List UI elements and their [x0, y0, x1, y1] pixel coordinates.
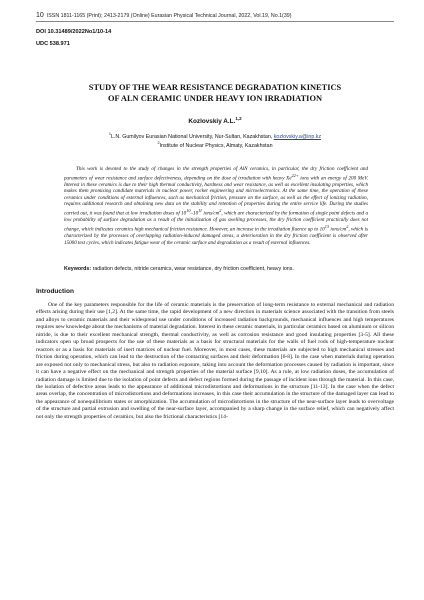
abstract-part: , which is characterized by the processes of overlapping radiation-induced damaged areas, a deterioration in the dry friction coefficient is observed after 15000 test cycles, which indicates fatigue wear of the ceramic surface and degradation as a result of external influences. [64, 226, 368, 246]
abstract-part: –10 [190, 210, 199, 217]
running-header [36, 12, 396, 19]
section-heading-introduction: Introduction [36, 288, 74, 295]
page-number: 10 [36, 12, 44, 19]
abstract-sup: 11 [198, 207, 203, 213]
keywords [64, 266, 368, 272]
affiliation-2 [36, 141, 394, 149]
journal-info: ISSN 1811-1165 (Print); 2413-2179 (Online) Eurasian Physical Technical Journal, 2022, Vol.19, No.1(39) [46, 13, 292, 19]
author-email-link[interactable]: kozlovskiy.a@inp.kz [273, 133, 322, 140]
article-title [36, 82, 394, 104]
abstract-part: ions with an energy of 200 MeV. Interest in these ceramics is due to their high thermal conductivity, hardness and wear resistance, as well as excellent insulating properties, which makes them promising candidate materials in nuclear power, rocket engineering and microelectronics. At the same time, the operation of these ceramics under conditions of external influences, such as mechanical friction, pressure on the surface, as well as the effect of ionizing radiation, requires additional research and obtaining new data on the stability and retention of properties during the entire service life. During the studies carried out, it was found that at low irradiation doses of 10 [64, 175, 369, 217]
abstract-sup: 13 [324, 223, 329, 229]
abstract-sup: 2 [219, 207, 222, 213]
abstract-part: ions/cm [202, 210, 220, 217]
keywords-list: radiation defects, nitride ceramics, wear resistance, dry friction coefficient, heavy ions. [91, 266, 294, 272]
keywords-label: Keywords: [64, 266, 92, 272]
author-name: Kozlovskiy A.L. [188, 118, 236, 126]
title-line-1: STUDY OF THE WEAR RESISTANCE DEGRADATION KINETICS [88, 83, 342, 92]
abstract [64, 166, 368, 246]
affiliation-1-text: L.N. Gumilyov Eurasian National University, Nur-Sultan, Kazakhstan, [111, 133, 274, 140]
affiliation-1-mark: 1 [108, 132, 112, 136]
udc-line: UDC 538.971 [36, 41, 70, 47]
title-line-2: OF ALN CERAMIC UNDER HEAVY ION IRRADIATION [107, 94, 323, 103]
header-divider [36, 21, 394, 22]
introduction-body: One of the key parameters responsible for the life of ceramic materials is the preservation of long-term resistance to external mechanical and radiation effects arising during their use [1,2]. At the same time, the rapid development of a new direction in materials science associated with the transition from steels and alloys to ceramic materials and their widespread use under conditions of increased radiation backgrounds, mechanical influences and high temperatures requires new knowledge about the mechanisms of material degradation. Interest in these ceramic materials, in particular ceramics based on aluminum or silicon nitride, is due to their excellent mechanical strength, thermal conductivity, as well as corrosion resistance and good insulating properties [3-5]. All these indicators open up broad prospects for the use of these materials as a basis for structural materials for the walls of fuel rods of high-temperature nuclear reactors or as a basis for materials of inert matrices of nuclear fuel. Moreover, in most cases, these materials are subjected to high mechanical stresses and friction during operation, which can lead to the destruction of the contacting surfaces and their deformation [6-8]. In the case when materials during operation are exposed not only to mechanical stress, but also to radiation exposure, taking into account the deformation processes caused by radiation is important, since it can have a negative effect on the mechanical and strength properties of the material surface [9,10]. As a rule, at low radiation doses, the accumulation of radiation damage is limited due to the isolation of point defects and defect regions formed during the passage of incident ions through the material. In this case, the isolation of defective areas leads to the appearance of additional microdistortions and deformations in the structure [11-13]. In the case when the defect areas overlap, the concentration of microdistortions and deformations increases, in this case their accumulation in the structure of the damaged layer can lead to the appearance of nonequilibrium states or amorphization. The accumulation of microdistortions in the structure of the near-surface layer leads to overvoltage of the structure and partial extrusion and swelling of the near-surface layer, accompanied by a sharp change in the surface relief, which can negatively affect not only the strength properties of ceramics, but also the frictional characteristics [14- [36, 302, 394, 420]
doi-line[interactable]: DOI 10.31489/2022No1/10-14 [36, 29, 112, 35]
affiliation-2-mark: 2 [157, 141, 160, 145]
author-affiliation-marks: 1,2 [235, 116, 242, 121]
author-line [36, 116, 394, 125]
abstract-sup: 10 [186, 207, 191, 213]
abstract-sup: 22+ [291, 172, 299, 178]
abstract-part: This work is devoted to the study of changes in the strength properties of AlN ceramics, in particular, the dry friction coefficient and parameters of wear resistance and surface defectiveness, depending on the dose of irradiation with heavy Xe [64, 166, 368, 182]
abstract-sup: 2 [346, 223, 349, 229]
abstract-part: , which are characterized by the formation of single point defects and a low probability of surface degradation as a result of the initialization of gas swelling processes, the dry friction coefficient practically does not change, which indicates ceramics high mechanical friction resistance. However, an increase in the irradiation fluence up to 10 [64, 210, 369, 233]
affiliation-1 [36, 132, 394, 140]
abstract-part: ions/cm [328, 226, 347, 233]
affiliation-2-text: Institute of Nuclear Physics, Almaty, Kazakhstan [159, 142, 273, 149]
